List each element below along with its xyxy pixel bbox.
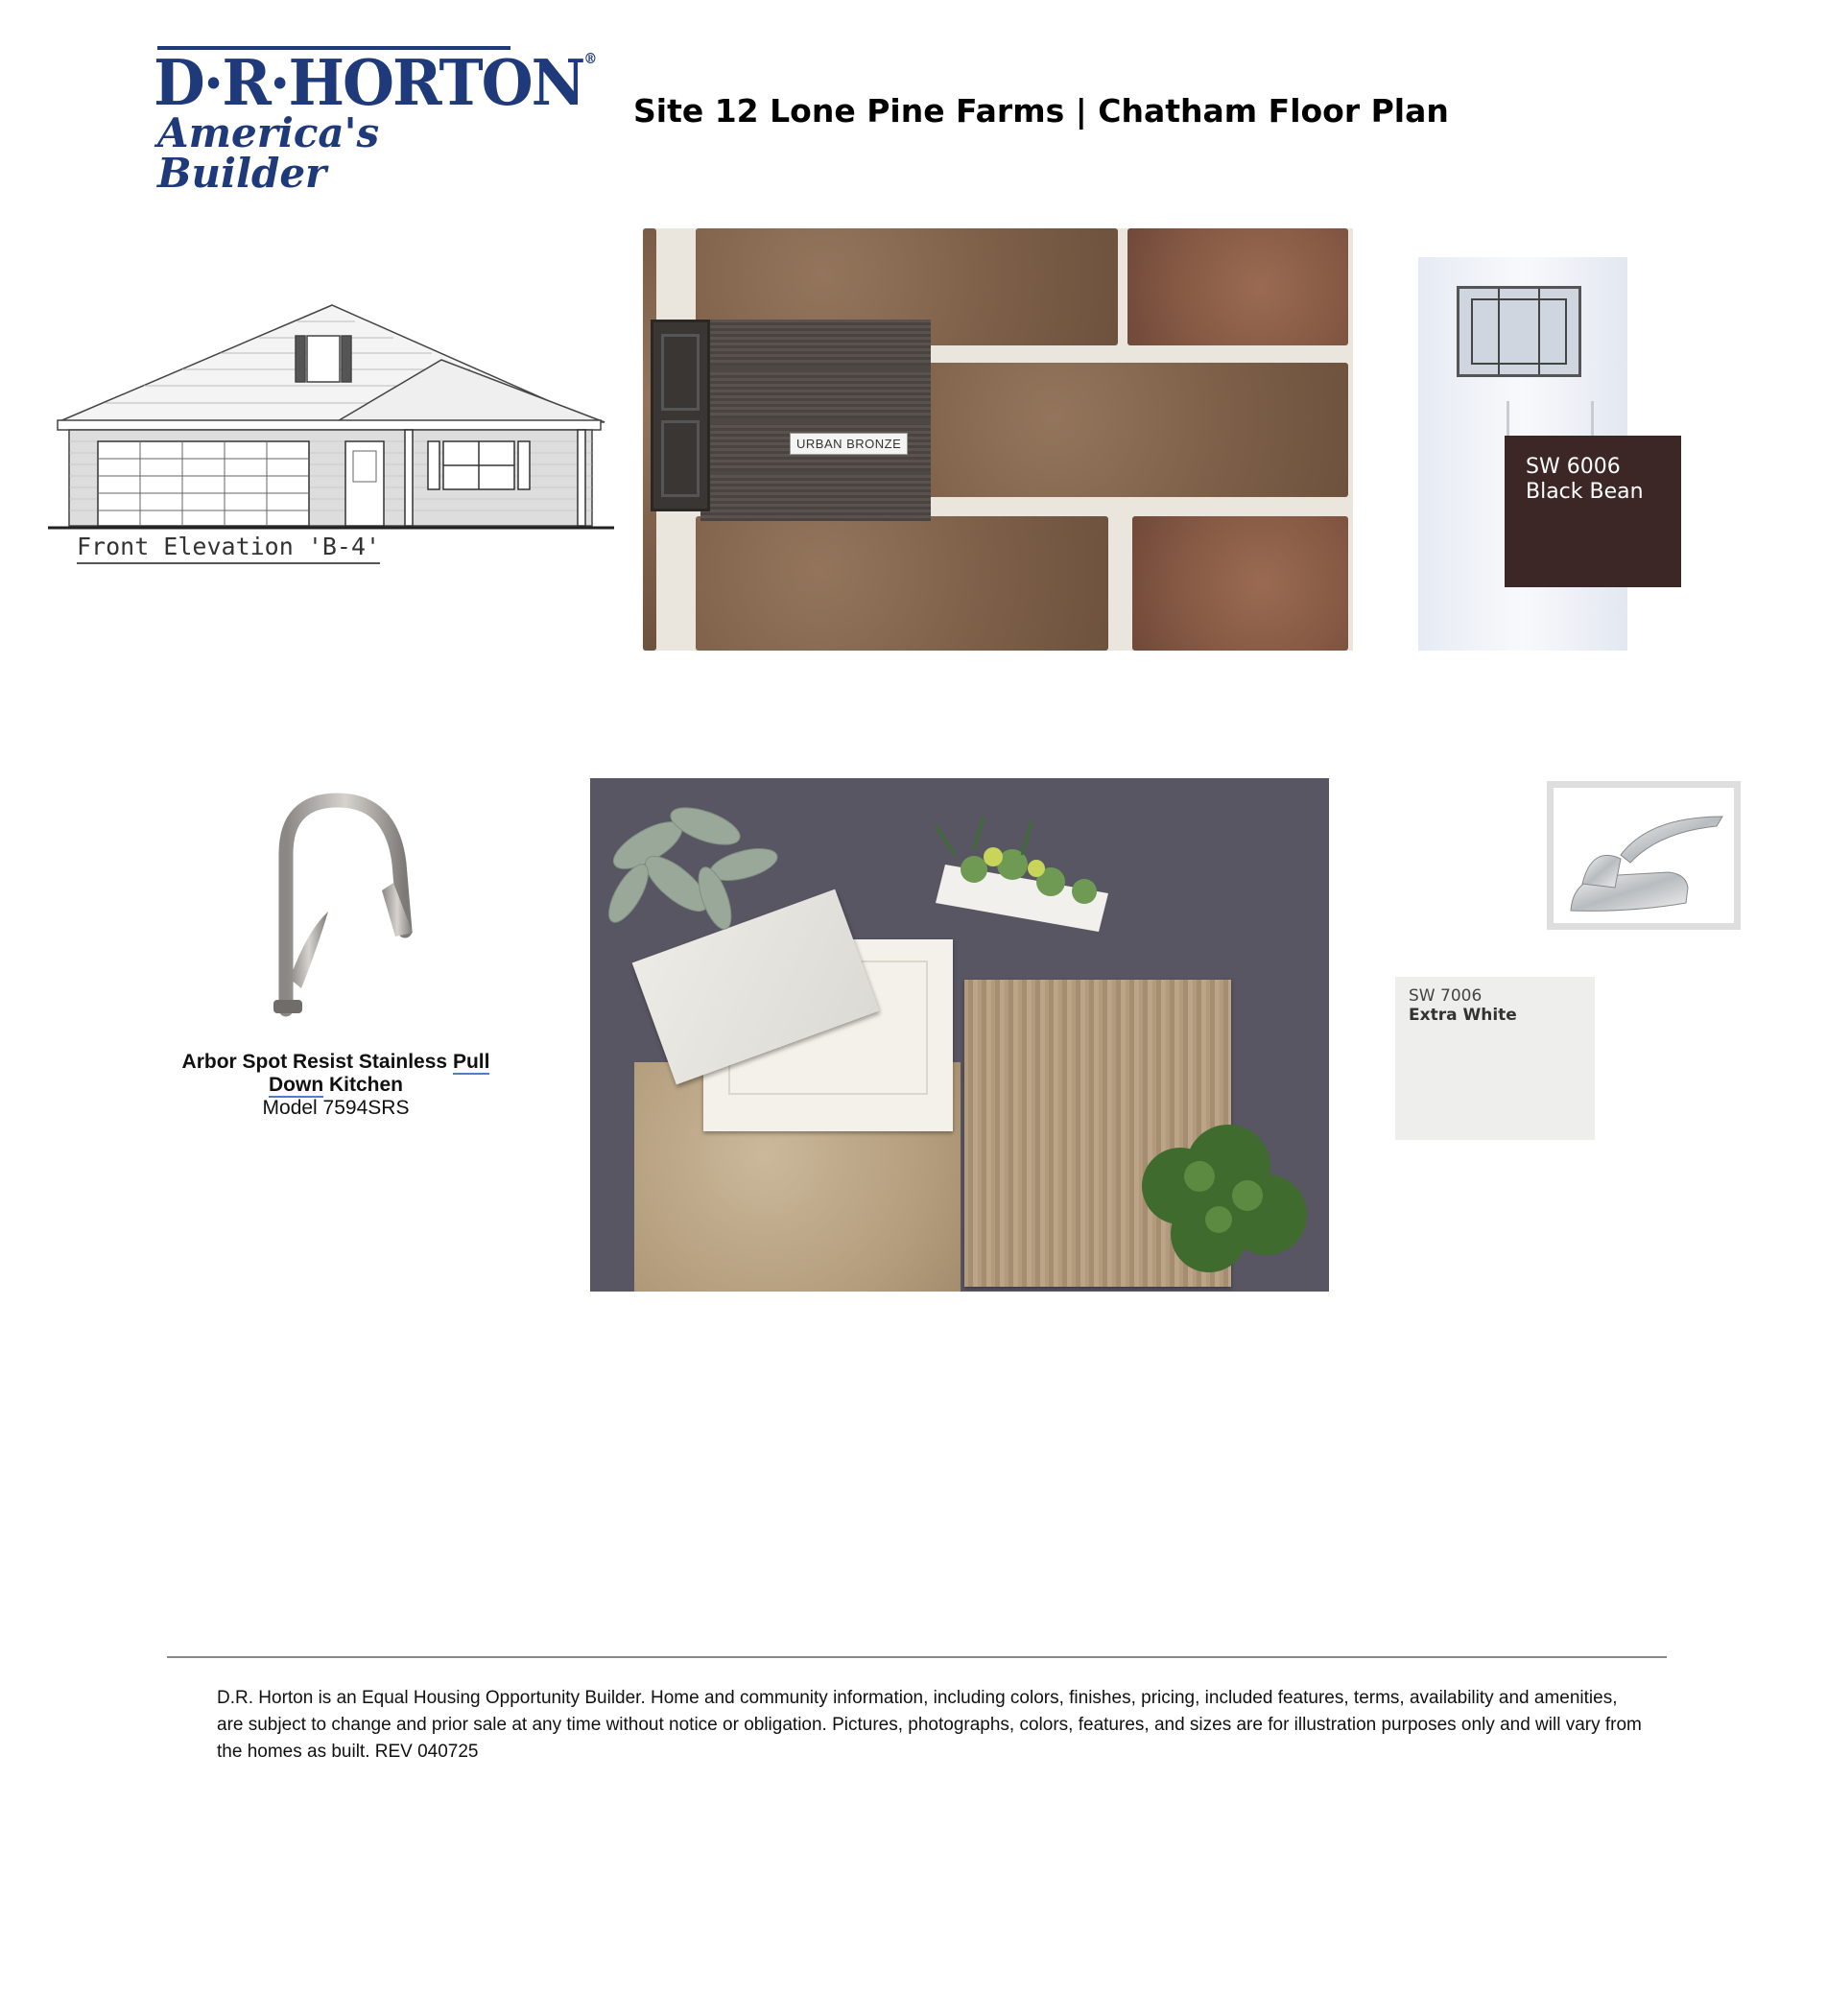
brick — [1132, 516, 1348, 651]
door-paint-code: SW 6006 — [1526, 455, 1621, 479]
plant-decor — [590, 788, 801, 932]
brick-siding-sample-photo — [643, 228, 1353, 651]
door-glass-muntin — [1498, 289, 1500, 374]
siding-plank — [700, 372, 931, 418]
shutter-panel — [661, 420, 700, 497]
bath-faucet-image — [1547, 781, 1741, 930]
logo-registered-mark: ® — [583, 51, 598, 68]
siding-plank — [700, 475, 931, 521]
kitchen-faucet-model: Model 7594SRS — [262, 1097, 410, 1119]
interior-finishes-photo — [590, 778, 1329, 1292]
door-paint-name: Black Bean — [1526, 480, 1644, 504]
footer-divider — [167, 1656, 1667, 1658]
wall-paint-code: SW 7006 — [1409, 986, 1483, 1006]
logo-tagline: America's Builder — [157, 109, 380, 197]
kitchen-faucet-name-underlined: Pull — [452, 1051, 490, 1073]
brick — [926, 363, 1348, 497]
succulent-planter-decor — [926, 807, 1127, 932]
door-paint-swatch — [1505, 436, 1681, 587]
page-title: Site 12 Lone Pine Farms | Chatham Floor Plan — [633, 92, 1449, 130]
shutter-panel — [661, 334, 700, 411]
wall-paint-swatch — [1395, 977, 1595, 1140]
drhorton-logo — [154, 46, 598, 197]
elevation-caption: Front Elevation 'B-4' — [77, 533, 380, 564]
door-glass-muntin — [1538, 289, 1540, 374]
wall-paint-name: Extra White — [1409, 1006, 1517, 1025]
kitchen-faucet-name-text: Kitchen — [323, 1074, 403, 1097]
door-glass-panel — [1457, 286, 1581, 377]
kitchen-faucet-name — [154, 1051, 518, 1097]
legal-disclaimer: D.R. Horton is an Equal Housing Opportunity Builder. Home and community information, including colors, finishes, pricing, included features, terms, availability and amenities, are subject to change and prior sale at any time without notice or obligation. Pictures, photographs, colors, features, and sizes are for illustration purposes only and will vary from the homes as built. REV 040725 — [217, 1688, 1642, 1762]
siding-sample — [700, 320, 931, 521]
siding-plank — [700, 320, 931, 366]
logo-brand — [154, 46, 598, 120]
kitchen-faucet-image — [259, 787, 432, 1017]
kitchen-faucet-name-underlined: Down — [269, 1074, 324, 1097]
siding-color-label: URBAN BRONZE — [790, 433, 908, 455]
kitchen-faucet-name-text: Arbor Spot Resist Stainless — [181, 1051, 453, 1073]
door-glass-frame — [1471, 298, 1567, 365]
potted-plant-decor — [1123, 1109, 1324, 1292]
logo-brand-text: D·R·HORTON — [154, 46, 584, 120]
brick — [1127, 228, 1348, 345]
brick — [696, 516, 1108, 651]
front-elevation-drawing — [48, 297, 614, 566]
shutter-sample — [651, 320, 710, 511]
